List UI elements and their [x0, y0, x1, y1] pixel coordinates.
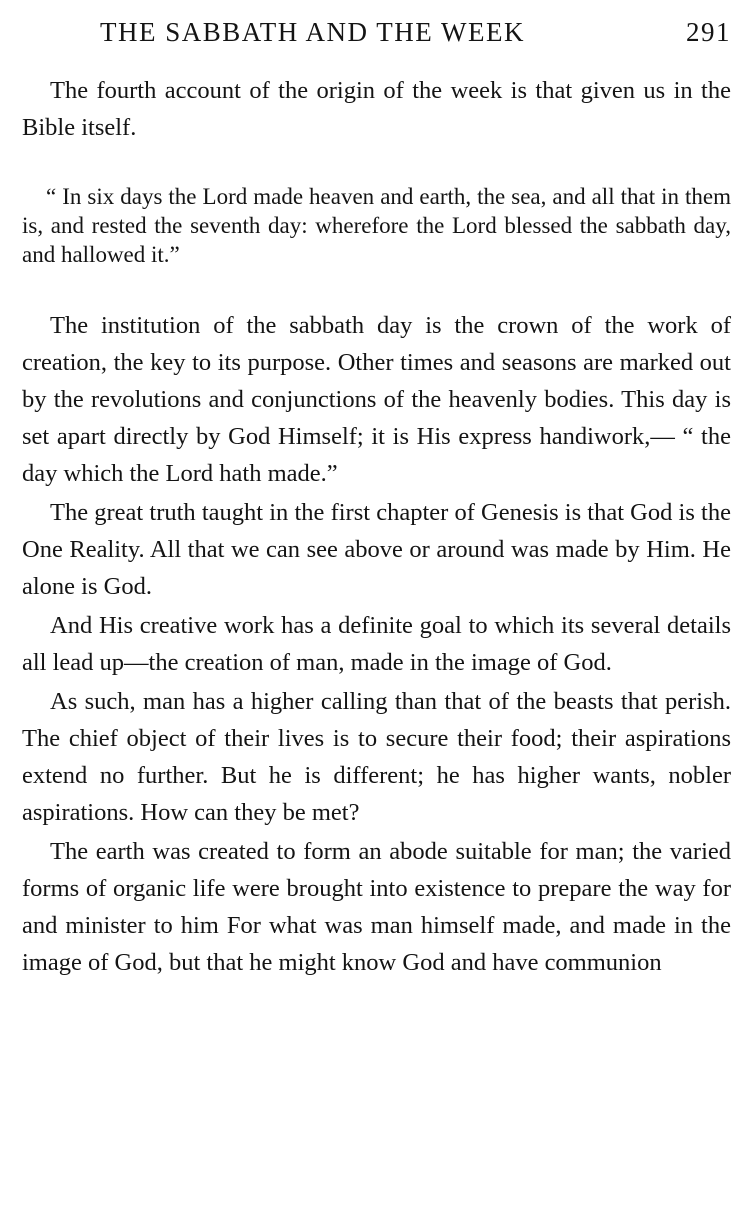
running-head: [100, 14, 731, 50]
paragraph-creative-goal: And His creative work has a definite goal to which its several details all lead up—the creation of man, made in the image of God.: [22, 612, 731, 676]
paragraph-one-reality: The great truth taught in the first chapter of Genesis is that God is the One Reality. All that we can see above or around was made by Him. He alone is God.: [22, 499, 731, 600]
paragraph-intro: The fourth account of the origin of the week is that given us in the Bible itself.: [22, 77, 731, 141]
running-title: THE SABBATH AND THE WEEK: [100, 17, 525, 47]
paragraph-higher-calling: As such, man has a higher calling than that of the beasts that perish. The chief object of their lives is to secure their food; their aspirations extend no further. But he is different; he has higher wants, nobler aspirations. How can they be met?: [22, 688, 731, 826]
body-text: [22, 72, 731, 981]
paragraph-sabbath-institution: The institution of the sabbath day is the crown of the work of creation, the key to its purpose. Other times and seasons are marked out by the revolutions and conjunctions of the heavenly bodies. This day is set apart directly by God Himself; it is His express handiwork,— “ the day which the Lord hath made.”: [22, 312, 731, 487]
paragraph-abode-for-man: The earth was created to form an abode suitable for man; the varied forms of organic life were brought into existence to prepare the way for and minister to him For what was man himself made, and made in the image of God, but that he might know God and have communion: [22, 838, 731, 976]
scripture-quote: “ In six days the Lord made heaven and earth, the sea, and all that in them is, and rested the seventh day: wherefore the Lord blessed the sabbath day, and hallowed it.”: [22, 184, 731, 267]
page-number: 291: [686, 17, 731, 47]
